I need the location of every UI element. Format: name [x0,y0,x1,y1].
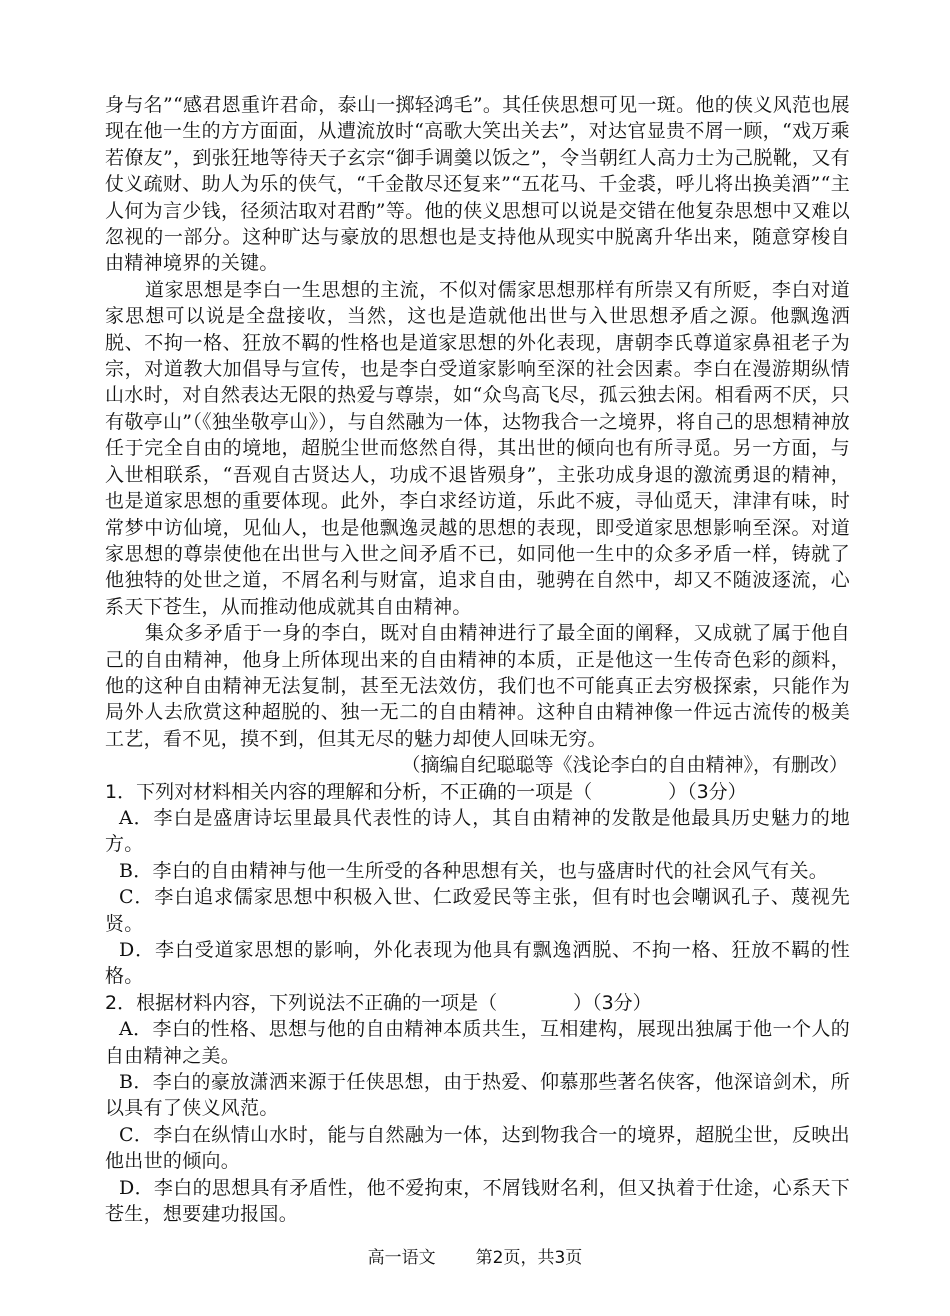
footer-subject: 高一语文 [367,1248,436,1268]
question-2-option-a[interactable]: A．李白的性格、思想与他的自由精神本质共生，互相建构，展现出独属于他一个人的自由精神之美。 [105,1018,850,1067]
question-1-option-d[interactable]: D．李白受道家思想的影响，外化表现为他具有飘逸洒脱、不拘一格、狂放不羁的性格。 [105,939,850,988]
question-1-stem: 1．下列对材料相关内容的理解和分析，不正确的一项是（ ）（3分） [105,780,747,803]
question-1-option-a[interactable]: A．李白是盛唐诗坛里最具代表性的诗人，其自由精神的发散是他最具历史魅力的地方。 [105,806,850,856]
question-2-option-c[interactable]: C．李白在纵情山水时，能与自然融为一体，达到物我合一的境界，超脱尘世，反映出他出世的倾向。 [105,1123,850,1173]
question-2-option-d[interactable]: D．李白的思想具有矛盾性，他不爱拘束，不屑钱财名利，但又执着于仕途，心系天下苍生，想要建功报国。 [105,1176,850,1226]
question-2 [105,990,850,1228]
passage-source: （摘编自纪聪聪等《浅论李白的自由精神》，有删改） [401,754,848,777]
passage-paragraph-1: 身与名”“感君恩重许君命，泰山一掷轻鸿毛”。其任侠思想可见一斑。他的侠义风范也展现在他一生的方方面面，从遭流放时“高歌大笑出关去”，对达官显贵不屑一顾，“戏万乘若僚友”，到张狂地等待天子玄宗“御手调羹以饭之”，令当朝红人高力士为己脱靴，又有仗义疏财、助人为乐的侠气，“千金散尽还复来”“五花马、千金裘，呼儿将出换美酒”“主人何为言少钱，径须沽取对君酌”等。他的侠义思想可以说是交错在他复杂思想中又难以忽视的一部分。这种旷达与豪放的思想也是支持他从现实中脱离升华出来，随意穿梭自由精神境界的关键。 [105,94,850,275]
passage-paragraph-2: 道家思想是李白一生思想的主流，不似对儒家思想那样有所崇又有所贬，李白对道家思想可以说是全盘接收，当然，这也是造就他出世与入世思想矛盾之源。他飘逸洒脱、不拘一格、狂放不羁的性格也是道家思想的外化表现，唐朝李氏尊道家鼻祖老子为宗，对道教大加倡导与宣传，也是李白受道家影响至深的社会因素。李白在漫游期纵情山水时，对自然表达无限的热爱与尊崇，如“众鸟高飞尽，孤云独去闲。相看两不厌，只有敬亭山”（《独坐敬亭山》），与自然融为一体，达物我合一之境界，将自己的思想精神放任于完全自由的境地，超脱尘世而悠然自得，其出世的倾向也有所寻觅。另一方面，与入世相联系，“吾观自古贤达人，功成不退皆殒身”，主张功成身退的激流勇退的精神，也是道家思想的重要体现。此外，李白求经访道，乐此不疲，寻仙觅天，津津有味，时常梦中访仙境，见仙人，也是他飘逸灵越的思想的表现，即受道家思想影响至深。对道家思想的尊崇使他在出世与入世之间矛盾不已，如同他一生中的众多矛盾一样，铸就了他独特的处世之道，不屑名利与财富，追求自由，驰骋在自然中，却又不随波逐流，心系天下苍生，从而推动他成就其自由精神。 [105,278,850,618]
question-1-option-b[interactable]: B．李白的自由精神与他一生所受的各种思想有关，也与盛唐时代的社会风气有关。 [119,859,829,882]
document-page [105,92,850,1227]
passage [105,92,850,779]
passage-paragraph-3: 集众多矛盾于一身的李白，既对自由精神进行了最全面的阐释，又成就了属于他自己的自由精神，他身上所体现出来的自由精神的本质，正是他这一生传奇色彩的颜料，他的这种自由精神无法复制，甚至无法效仿，我们也不可能真正去穷极探索，只能作为局外人去欣赏这种超脱的、独一无二的自由精神。这种自由精神像一件远古流传的极美工艺，看不见，摸不到，但其无尽的魅力却使人回味无穷。 [105,622,850,750]
page-footer [0,1243,950,1268]
question-2-stem: 2．根据材料内容，下列说法不正确的一项是（ ）（3分） [105,991,652,1014]
question-1 [105,779,850,990]
footer-page-number: 第2页，共3页 [475,1248,583,1268]
question-2-option-b[interactable]: B．李白的豪放潇洒来源于任侠思想，由于热爱、仰慕那些著名侠客，他深谙剑术，所以具有了侠义风范。 [105,1071,850,1120]
question-1-option-c[interactable]: C．李白追求儒家思想中积极入世、仁政爱民等主张，但有时也会嘲讽孔子、蔑视先贤。 [105,886,850,935]
